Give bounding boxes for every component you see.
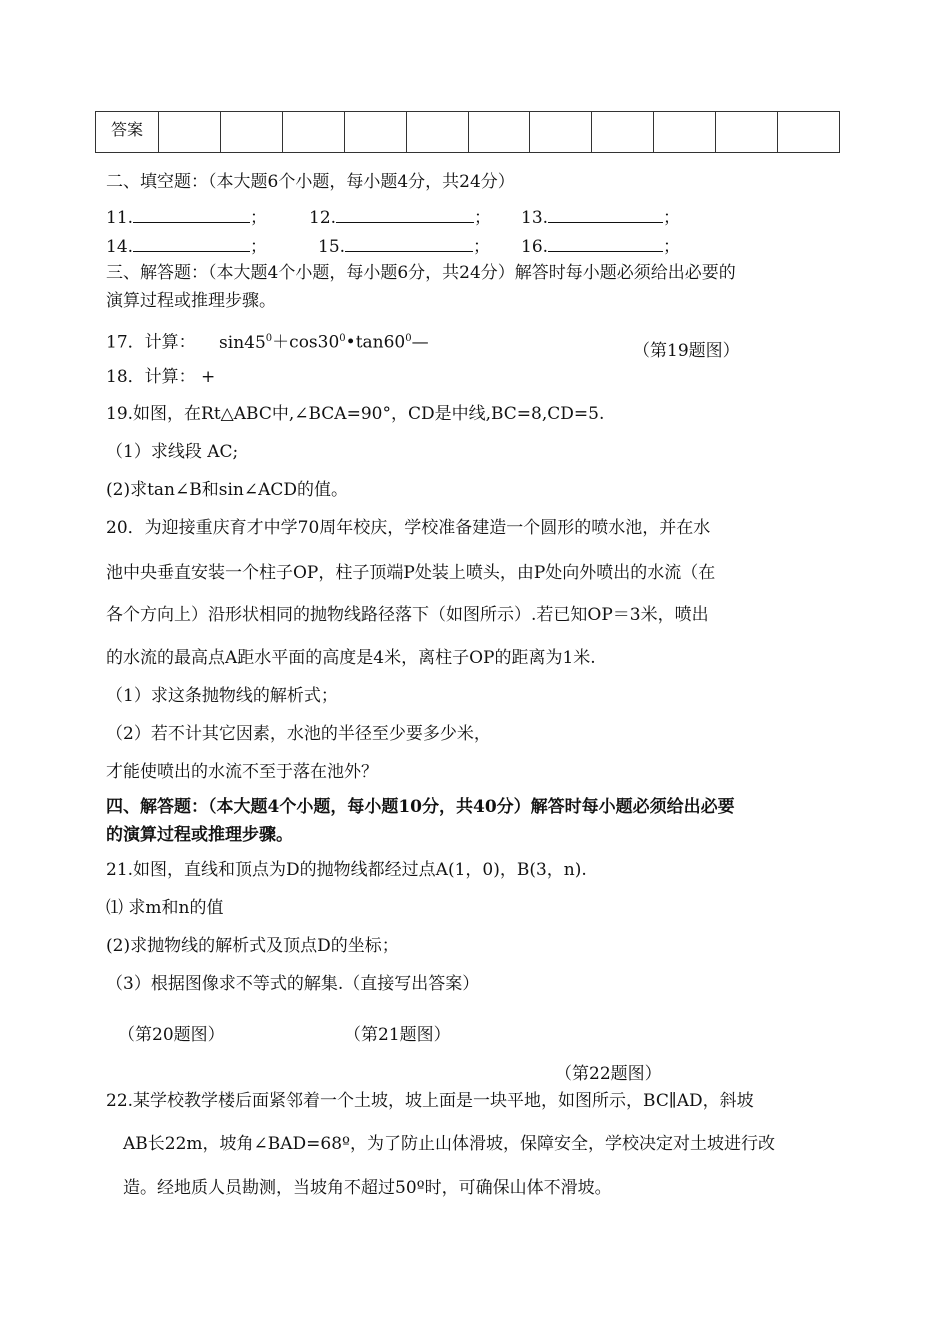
answer-cell — [592, 112, 654, 153]
fig19-caption: （第19题图） — [633, 341, 740, 361]
blank-line-11 — [106, 205, 267, 229]
question-21-line1: 21.如图，直线和顶点为D的抛物线都经过点A(1，0)，B(3，n). — [106, 860, 587, 880]
question-19-line2: （1）求线段 AC; — [106, 442, 239, 462]
question-22-line2: AB长22m，坡角∠BAD=68º，为了防止山体滑坡，保障安全，学校决定对土坡进行改 — [123, 1134, 776, 1154]
q17-expr-a: sin45 — [219, 332, 266, 353]
question-20-line5: （1）求这条抛物线的解析式； — [106, 686, 338, 706]
question-20-line1: 20．为迎接重庆育才中学70周年校庆，学校准备建造一个圆形的喷水池，并在水 — [106, 518, 711, 538]
blank-number-13: 13. — [521, 208, 549, 228]
question-20-line7: 才能使喷出的水流不至于落在池外？ — [106, 762, 378, 782]
section4-heading-line2: 的演算过程或推理步骤。 — [106, 825, 293, 845]
fig22-caption: （第22题图） — [555, 1064, 662, 1084]
section2-heading: 二、填空题：（本大题6个小题，每小题4分，共24分） — [106, 172, 515, 192]
q17-label: 17．计算： — [106, 332, 196, 353]
section4-heading-line1: 四、解答题：（本大题4个小题，每小题10分，共40分）解答时每小题必须给出必要 — [106, 797, 735, 817]
answer-blank-15[interactable] — [345, 234, 473, 252]
question-17 — [106, 328, 429, 354]
q17-expr-b: ＋cos30 — [272, 332, 340, 353]
answer-cell — [778, 112, 840, 153]
answer-cell — [406, 112, 468, 153]
question-20-line2: 池中央垂直安装一个柱子OP，柱子顶端P处装上喷头，由P处向外喷出的水流（在 — [106, 563, 716, 583]
blank-number-14: 14. — [106, 237, 134, 257]
question-19-line1: 19.如图，在Rt△ABC中,∠BCA=90°，CD是中线,BC=8,CD=5. — [106, 404, 605, 424]
question-20-line4: 的水流的最高点A距水平面的高度是4米，离柱子OP的距离为1米. — [106, 648, 596, 668]
answer-blank-14[interactable] — [133, 234, 250, 252]
answer-blank-16[interactable] — [548, 234, 663, 252]
answer-cell — [220, 112, 282, 153]
blank-number-15: 15. — [318, 237, 346, 257]
blank-sep: ； — [473, 237, 491, 257]
blank-sep: ； — [250, 208, 268, 228]
section3-heading-line1: 三、解答题：（本大题4个小题，每小题6分，共24分）解答时每小题必须给出必要的 — [106, 263, 736, 283]
section3-heading-line2: 演算过程或推理步骤。 — [106, 291, 276, 311]
blank-line-14 — [106, 234, 267, 258]
blank-line-15 — [318, 234, 490, 258]
q17-expr-d: — — [411, 332, 429, 353]
blank-line-16 — [521, 234, 680, 258]
blank-sep: ； — [663, 237, 681, 257]
question-20-line6: （2）若不计其它因素，水池的半径至少要多少米， — [106, 724, 491, 744]
blank-line-12 — [309, 205, 491, 229]
blank-sep: ； — [663, 208, 681, 228]
blank-line-13 — [521, 205, 680, 229]
q17-expr-c: •tan60 — [345, 332, 406, 353]
blank-number-11: 11. — [106, 208, 134, 228]
question-21-line3: (2)求抛物线的解析式及顶点D的坐标； — [106, 936, 399, 956]
answer-cell — [344, 112, 406, 153]
answer-row — [96, 112, 840, 153]
answer-blank-12[interactable] — [336, 205, 474, 223]
question-19-line3: (2)求tan∠B和sin∠ACD的值。 — [106, 480, 349, 500]
blank-sep: ； — [250, 237, 268, 257]
answer-blank-13[interactable] — [548, 205, 663, 223]
answer-cell — [282, 112, 344, 153]
question-21-line4: （3）根据图像求不等式的解集.（直接写出答案） — [106, 974, 480, 994]
question-20-line3: 各个方向上）沿形状相同的抛物线路径落下（如图所示）.若已知OP＝3米，喷出 — [106, 605, 709, 625]
blank-number-16: 16. — [521, 237, 549, 257]
answer-cell — [159, 112, 221, 153]
answer-cell — [530, 112, 592, 153]
blank-sep: ； — [474, 208, 492, 228]
question-21-line2: ⑴ 求m和n的值 — [106, 898, 224, 918]
question-22-line3: 造。经地质人员勘测，当坡角不超过50º时，可确保山体不滑坡。 — [123, 1178, 612, 1198]
answer-label: 答案 — [96, 112, 159, 153]
answer-cell — [468, 112, 530, 153]
q17-sup2: 0 — [339, 333, 346, 344]
fig21-caption: （第21题图） — [344, 1025, 451, 1045]
blank-number-12: 12. — [309, 208, 337, 228]
answer-blank-11[interactable] — [133, 205, 250, 223]
fig20-caption: （第20题图） — [118, 1025, 225, 1045]
answer-cell — [716, 112, 778, 153]
answer-table — [95, 111, 840, 153]
answer-cell — [654, 112, 716, 153]
question-18: 18．计算： + — [106, 367, 216, 387]
question-22-line1: 22.某学校教学楼后面紧邻着一个土坡，坡上面是一块平地，如图所示，BC∥AD，斜坡 — [106, 1091, 754, 1111]
q17-sup3: 0 — [405, 333, 412, 344]
q17-sup1: 0 — [265, 333, 273, 344]
